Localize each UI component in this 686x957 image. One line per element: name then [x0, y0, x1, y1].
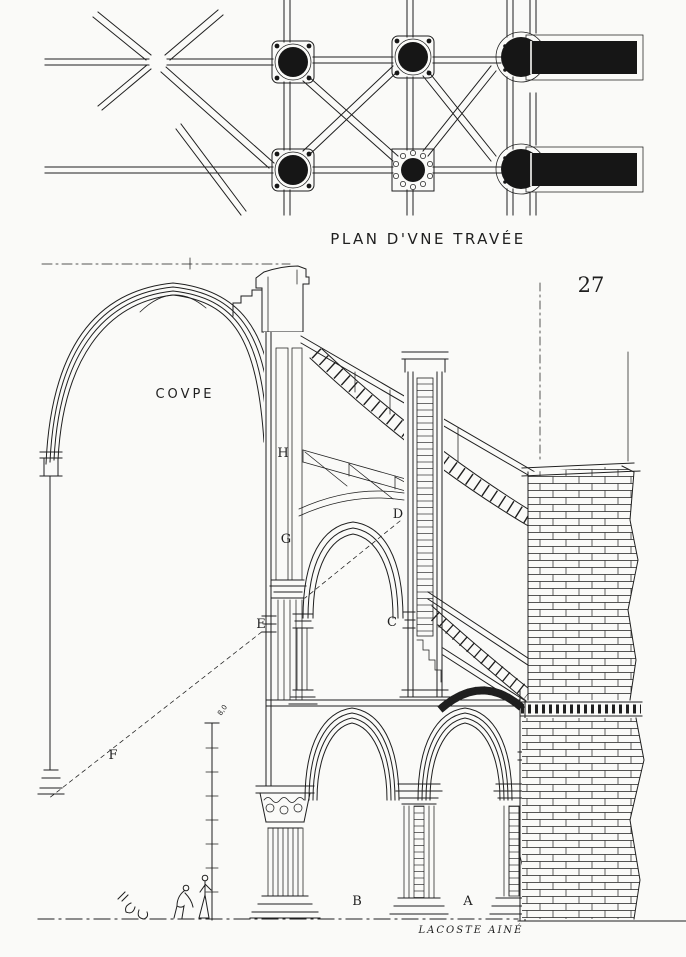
nave-vault-arch [46, 283, 274, 464]
plan-buttress-1 [496, 32, 643, 82]
label-C: C [387, 615, 397, 630]
label-B: B [352, 894, 362, 909]
engraver-monogram [118, 892, 148, 919]
sight-line-dashed [48, 521, 400, 799]
carved-band [520, 702, 642, 716]
main-pier [262, 332, 306, 786]
plan-buttress-2 [496, 144, 643, 194]
scale-annotation: 8,0 [216, 703, 230, 718]
plan-title: PLAN D'VNE TRAVÉE [330, 230, 526, 248]
outer-aisle-roof [442, 648, 524, 708]
label-D: D [392, 507, 404, 522]
arcade-arch-right [418, 708, 512, 800]
plan-pier-1 [272, 41, 314, 83]
plan-keystone [149, 53, 167, 71]
page-number: 27 [577, 273, 605, 297]
figure-standing [199, 875, 211, 918]
plan-pier-2 [392, 36, 434, 78]
label-H: H [277, 446, 289, 461]
arcade-arch-left [305, 708, 399, 800]
section-label: COVPE [155, 387, 215, 402]
plan-pier-3 [272, 149, 314, 191]
buttress-wall-upper [522, 283, 640, 700]
arcade-string-course [266, 700, 520, 706]
label-E: E [256, 617, 266, 632]
ground-line [38, 919, 686, 921]
section-view [38, 258, 686, 936]
left-wall-and-corbel [38, 452, 64, 794]
label-G: G [280, 532, 292, 547]
clerestory-cap [233, 266, 309, 332]
plan-pier-4-clustered [392, 149, 434, 191]
lower-flying-buttress [428, 592, 543, 701]
label-F: F [108, 748, 118, 763]
intermediate-pier [400, 352, 450, 697]
middle-column [390, 784, 448, 914]
buttress-wall-lower [522, 718, 644, 919]
plan-view [45, 0, 643, 215]
main-pier-capital [250, 786, 320, 918]
engraver-signature: LACOSTE AINÉ [418, 925, 524, 936]
tribune-arch [289, 491, 404, 704]
scale-rod [205, 723, 219, 920]
figure-bent [174, 885, 193, 918]
label-A: A [463, 894, 473, 909]
